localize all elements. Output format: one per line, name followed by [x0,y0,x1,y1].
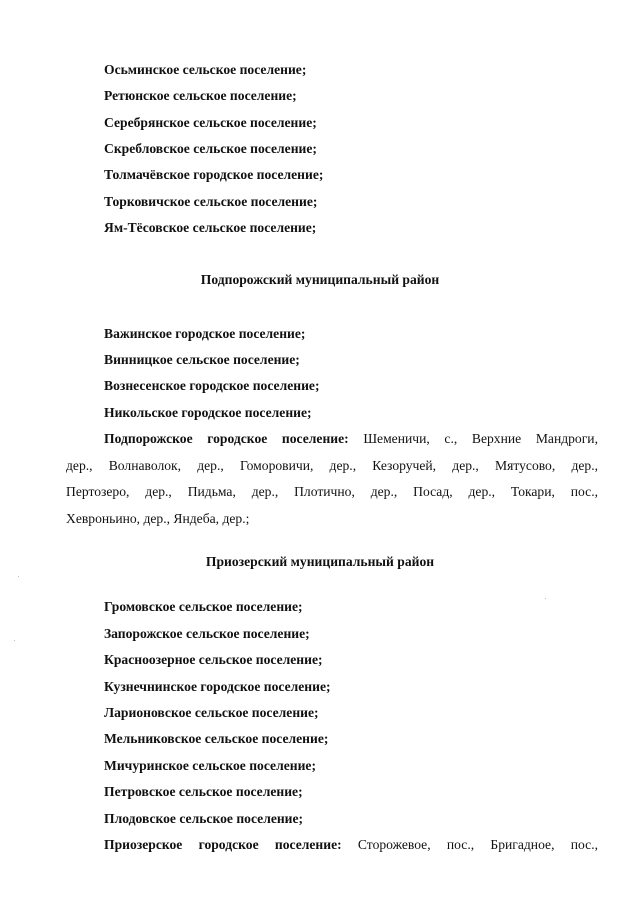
list-item: Мичуринское сельское поселение; [104,758,316,773]
list-item: Петровское сельское поселение; [104,784,303,799]
list-item: Ям-Тёсовское сельское поселение; [104,220,317,235]
list-item: Мельниковское сельское поселение; [104,731,329,746]
list-item: Громовское сельское поселение; [104,599,303,614]
section-heading: Подпорожский муниципальный район [200,272,440,287]
list-item: Ларионовское сельское поселение; [104,705,319,720]
list-item: Осьминское сельское поселение; [104,62,307,77]
section-heading: Приозерский муниципальный район [205,554,435,569]
list-item: Никольское городское поселение; [104,405,312,420]
list-item: Скребловское сельское поселение; [104,141,317,156]
list-item: Красноозерное сельское поселение; [104,652,323,667]
paragraph-line [104,430,598,448]
paragraph-text: Сторожевое, пос., Бригадное, пос., [341,837,598,852]
scan-speck [14,640,15,641]
list-item: Серебрянское сельское поселение; [104,115,317,130]
paragraph-line [104,836,598,854]
list-item: Толмачёвское городское поселение; [104,167,324,182]
paragraph-text: Шеменичи, с., Верхние Мандроги, [348,431,598,446]
paragraph-line: дер., Волнаволок, дер., Гоморовичи, дер., Кезоручей, дер., Мятусово, дер., [66,458,598,473]
list-item: Важинское городское поселение; [104,326,306,341]
scan-speck [18,576,19,577]
list-item: Вознесенское городское поселение; [104,378,320,393]
paragraph-lead: Приозерское городское поселение: [104,837,342,852]
list-item: Ретюнское сельское поселение; [104,88,297,103]
paragraph-line: Пертозеро, дер., Пидьма, дер., Плотично, дер., Посад, дер., Токари, пос., [66,484,598,499]
paragraph-lead: Подпорожское городское поселение: [104,431,349,446]
list-item: Винницкое сельское поселение; [104,352,300,367]
list-item: Запорожское сельское поселение; [104,626,310,641]
list-item: Торковичское сельское поселение; [104,194,318,209]
list-item: Кузнечнинское городское поселение; [104,679,331,694]
paragraph-line: Хевроньино, дер., Яндеба, дер.; [66,511,250,526]
list-item: Плодовское сельское поселение; [104,811,304,826]
scan-speck [545,598,546,599]
